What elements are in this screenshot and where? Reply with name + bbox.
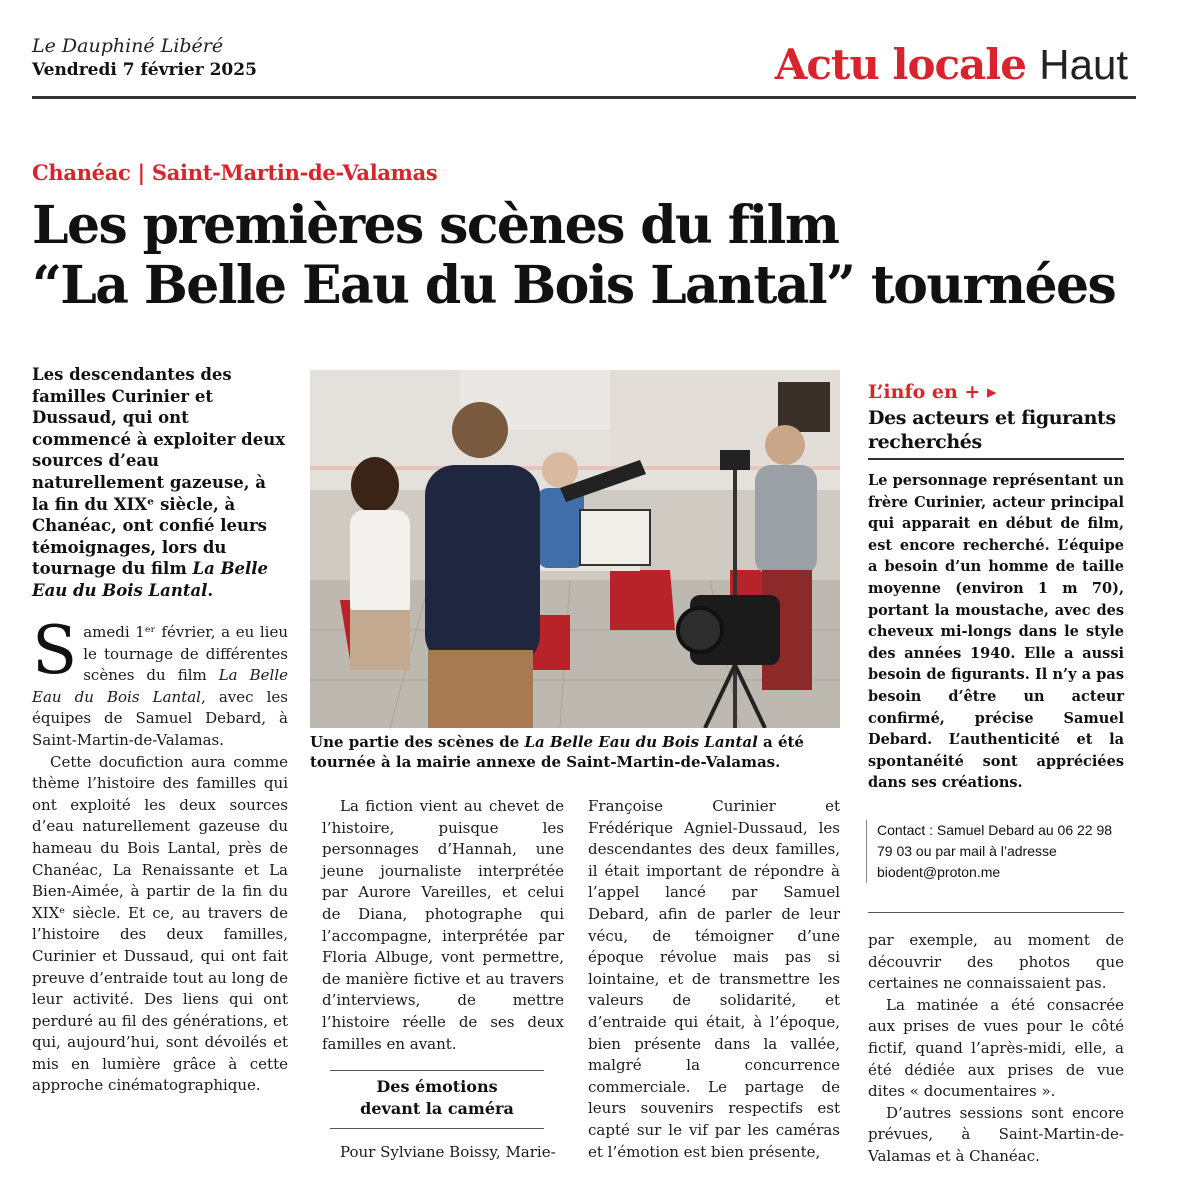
paragraph-1 bbox=[32, 612, 288, 752]
subhead-line-1: Des émotions bbox=[376, 1077, 498, 1096]
publication-name: Le Dauphiné Libéré bbox=[32, 35, 224, 57]
paragraph-1-end: , avec les équipes de Samuel Debard, à Saint-Martin-de-Valamas. bbox=[32, 687, 288, 749]
masthead-left bbox=[32, 34, 257, 82]
section-subname: Haut bbox=[1039, 41, 1128, 88]
paragraph-6: par exemple, au moment de découvrir des photos que certaines ne connaissaient pas. bbox=[868, 931, 1124, 993]
article-column-2-end bbox=[322, 1142, 564, 1164]
article-column-1 bbox=[32, 612, 288, 1097]
section-header bbox=[775, 40, 1128, 90]
article-column-4 bbox=[868, 930, 1124, 1168]
info-divider bbox=[868, 458, 1124, 460]
article-lead bbox=[32, 364, 288, 602]
photo-caption bbox=[310, 732, 850, 772]
paragraph-8: D’autres sessions sont encore prévues, à Saint-Martin-de-Valamas et à Chanéac. bbox=[868, 1103, 1124, 1165]
article-photo bbox=[310, 370, 840, 728]
paragraph-5: Françoise Curinier et Frédérique Agniel-Dussaud, les descendantes des deux familles, il était important de répondre à l’appel lancé par Samuel Debard, afin de parler de leur vécu, de témoigner d’une époque révolue mais pas si lointaine, et de transmettre les valeurs de solidarité, et d’entraide qui était, à l’époque, bien présente dans la vallée, malgré la concurrence commerciale. Le partage de leurs souvenirs respectifs est capté sur le vif par les caméras et l’émotion est bien présente, bbox=[588, 797, 840, 1161]
headline-line-1: Les premières scènes du film bbox=[32, 195, 839, 256]
headline-line-2: “La Belle Eau du Bois Lantal” tournées bbox=[32, 255, 1116, 316]
article-headline bbox=[32, 196, 1152, 316]
info-contact: Contact : Samuel Debard au 06 22 98 79 03 ou par mail à l’adresse biodent@proton.me bbox=[866, 820, 1122, 883]
info-box bbox=[868, 380, 1124, 454]
drop-cap: S bbox=[32, 612, 78, 689]
caption-film-title: La Belle Eau du Bois Lantal bbox=[524, 733, 758, 751]
article-kicker: Chanéac | Saint-Martin-de-Valamas bbox=[32, 160, 438, 185]
article-column-2 bbox=[322, 796, 564, 1055]
paragraph-1-film-title: La Belle Eau du Bois Lantal bbox=[32, 666, 288, 706]
lead-end: . bbox=[207, 580, 214, 600]
info-title: Des acteurs et figurants recherchés bbox=[868, 407, 1116, 453]
paragraph-2: Cette docufiction aura comme thème l’histoire des familles qui ont exploité les deux sources d’eau naturellement gazeuse du hameau du Bois Lantal, près de Chanéac, La Renaissante et La Bien-Aimée, à partir de la fin du XIXᵉ siècle. Et ce, au travers de l’histoire des deux familles, Curinier et Dussaud, qui ont fait preuve d’entraide tout au long de leur activité. Des liens qui ont perduré au fil des générations, et qui, aujourd’hui, sont dévoilés et mis en lumière grâce à cette approche cinématographique. bbox=[32, 752, 288, 1095]
publication-date: Vendredi 7 février 2025 bbox=[32, 60, 257, 80]
info-text: Le personnage représentant un frère Curinier, acteur principal qui apparait en début de film, est encore recherché. L’équipe a besoin d’un homme de taille moyenne (environ 1 m 70), portant la moustache, avec des cheveux mi-longs dans le style des années 1940. Elle a aussi besoin de figurants. Il n’y a pas besoin d’être un acteur confirmé, précise Samuel Debard. L’authenticité et la spontanéité sont appréciées dans ses créations. bbox=[868, 472, 1124, 792]
paragraph-4: Pour Sylviane Boissy, Marie- bbox=[340, 1143, 556, 1161]
info-box-bottom-rule bbox=[868, 912, 1124, 913]
header-divider bbox=[32, 96, 1136, 99]
info-label: L’info en + ▸ bbox=[868, 381, 997, 403]
article-column-3 bbox=[588, 796, 840, 1163]
lead-film-title: La Belle Eau du Bois Lantal bbox=[32, 559, 269, 600]
subhead-rule-bottom bbox=[330, 1128, 544, 1129]
subhead-line-2: devant la caméra bbox=[360, 1099, 514, 1118]
caption-text: Une partie des scènes de bbox=[310, 733, 525, 751]
lead-text: Les descendantes des familles Curinier et Dussaud, qui ont commencé à exploiter deux sources d’eau naturellement gazeuse, à la fin du XIXᵉ siècle, à Chanéac, ont confié leurs témoignages, lors du tournage du film bbox=[32, 365, 286, 579]
section-name: Actu locale bbox=[774, 40, 1026, 89]
paragraph-3: La fiction vient au chevet de l’histoire, puisque les personnages d’Hannah, une jeune journaliste interprétée par Aurore Vareilles, et celui de Diana, photographe qui l’accompagne, interprétée par Floria Albuge, vont permettre, de manière fictive et au travers d’interviews, de mettre l’histoire réelle de ses deux familles en avant. bbox=[322, 797, 564, 1053]
article-subhead bbox=[330, 1076, 544, 1120]
subhead-rule-top bbox=[330, 1070, 544, 1071]
paragraph-7: La matinée a été consacrée aux prises de vues pour le côté fictif, quand l’après-midi, elle, a été dédiée aux prises de vue dites « documentaires ». bbox=[868, 995, 1124, 1101]
paragraph-1-text: amedi 1ᵉʳ février, a eu lieu le tournage de différentes scènes du film bbox=[83, 623, 288, 685]
caption-end: a été tournée à la mairie annexe de Saint-Martin-de-Valamas. bbox=[310, 733, 804, 771]
film-shoot-illustration bbox=[310, 370, 840, 728]
